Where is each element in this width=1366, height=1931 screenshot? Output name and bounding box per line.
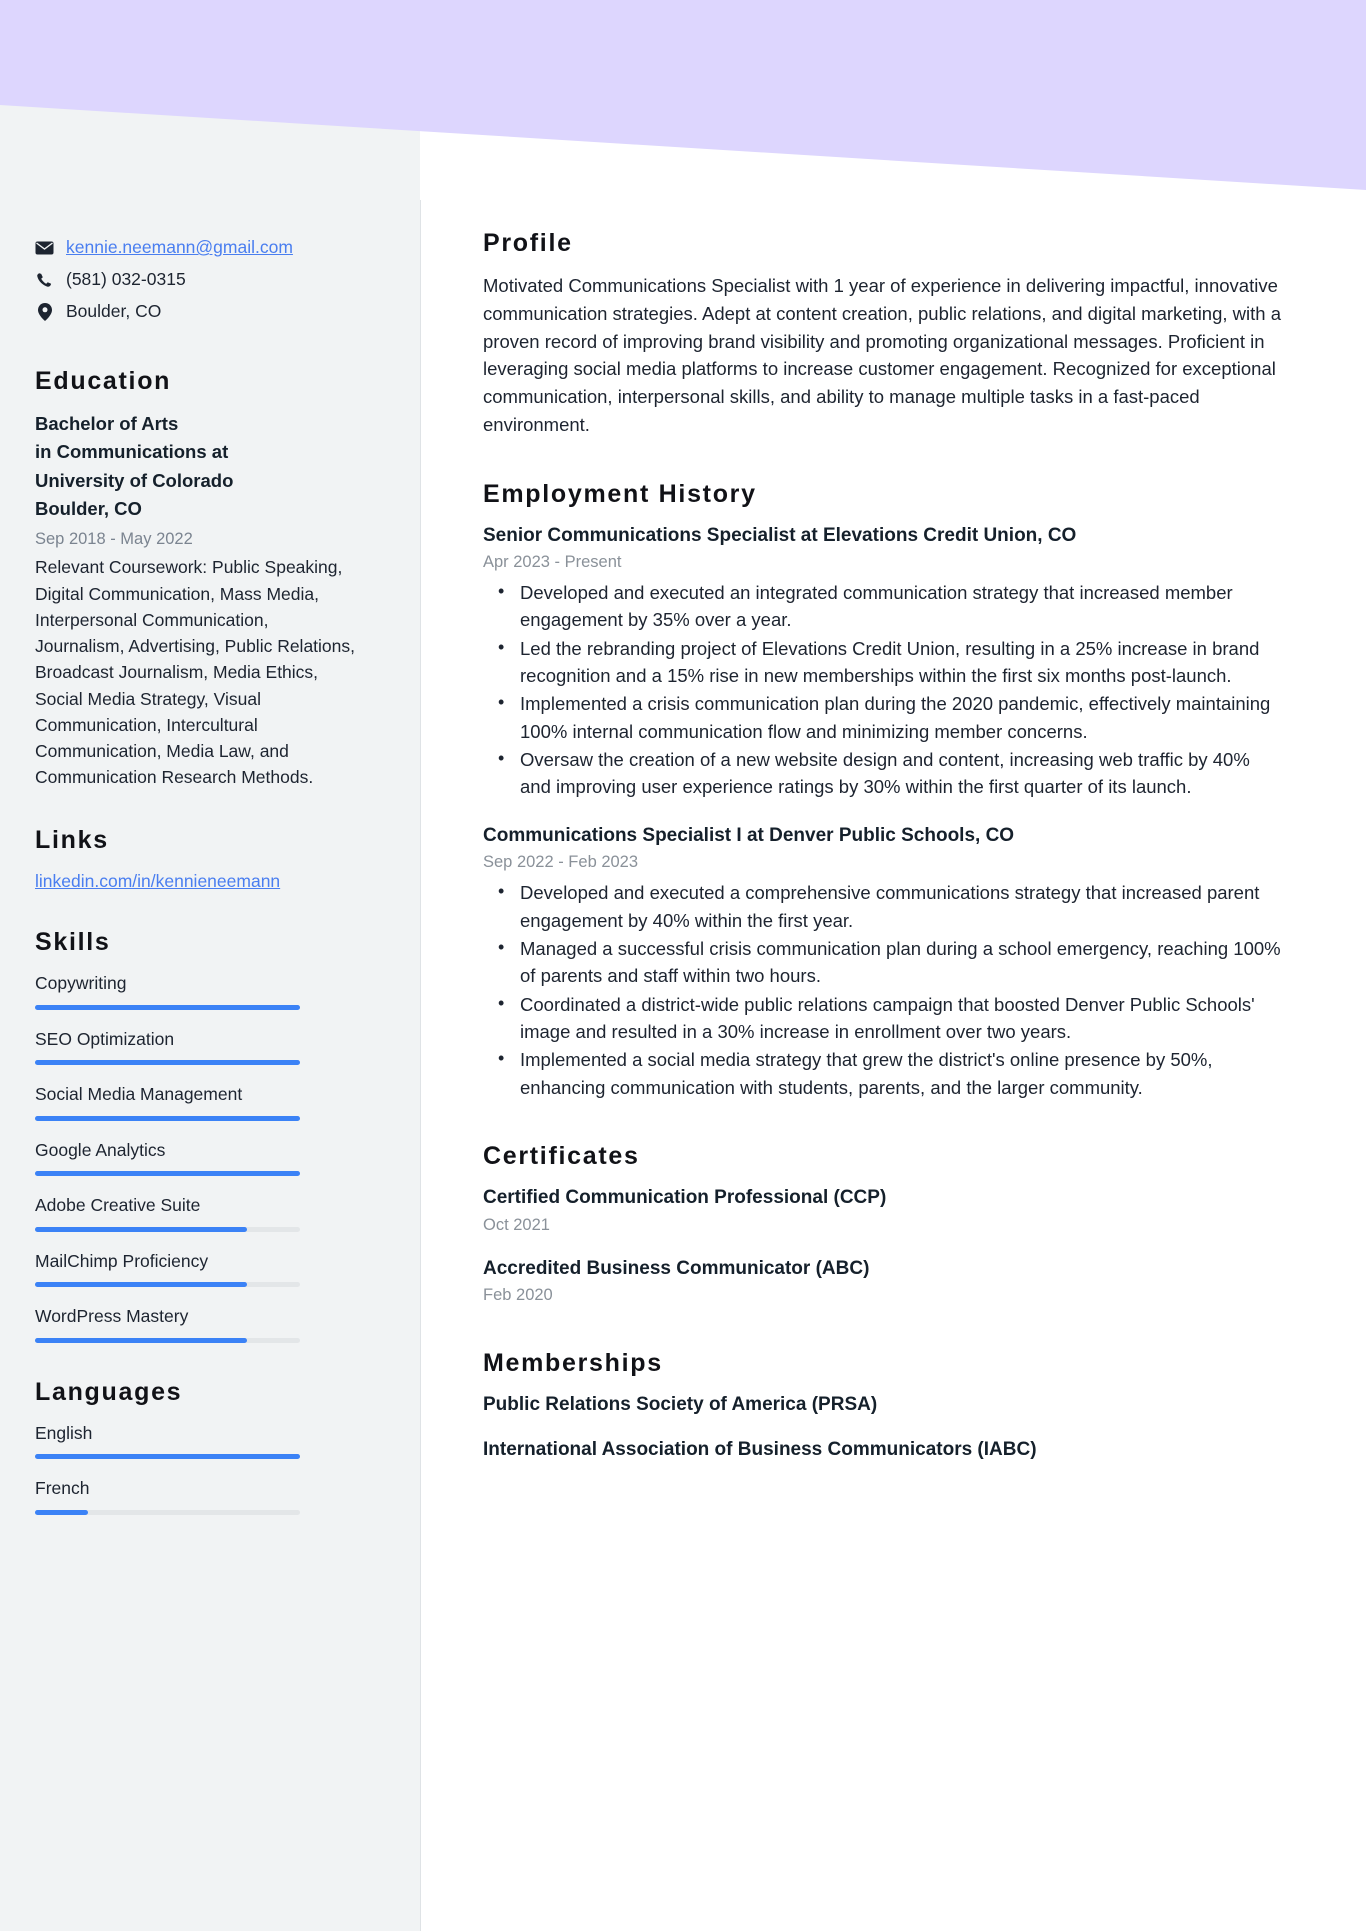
- job-entry: [483, 823, 1281, 1101]
- skill-row: [35, 1249, 360, 1288]
- skills-section: [35, 927, 360, 1343]
- skill-level-bar: [35, 1116, 300, 1121]
- job-bullet: • Oversaw the creation of a new website design and content, increasing web traffic by 40% and improving user experience ratings by 30% within the first quarter of its launch.: [518, 746, 1281, 801]
- memberships-section: [483, 1348, 1281, 1464]
- skill-row: [35, 971, 360, 1010]
- skill-row: [35, 1476, 360, 1515]
- membership-item: Public Relations Society of America (PRSA): [483, 1393, 878, 1415]
- skill-level-fill: [35, 1116, 300, 1121]
- skill-level-fill: [35, 1454, 300, 1459]
- job-bullet: • Implemented a social media strategy that grew the district's online presence by 50%, enhancing communication with students, parents, and the larger community.: [518, 1046, 1281, 1101]
- employment-section: [483, 479, 1281, 1102]
- job-date: Sep 2022 - Feb 2023: [483, 853, 639, 872]
- employment-list: [483, 523, 1281, 1102]
- skill-level-fill: [35, 1060, 300, 1065]
- main-column: [420, 0, 1366, 1504]
- links-section: [35, 825, 360, 894]
- skill-label: French: [35, 1478, 90, 1499]
- skill-level-fill: [35, 1227, 247, 1232]
- email-link[interactable]: kennie.neemann@gmail.com: [66, 237, 293, 258]
- profile-heading: Profile: [483, 229, 573, 257]
- profile-text: Motivated Communications Specialist with 1 year of experience in delivering impactful, innovative communication strategies. Adept at content creation, public relations, and digital marketing, with a proven record of improving brand visibility and promoting organizational messages. Proficient in leveraging social media platforms to increase customer engagement. Recognized for exceptional communication, interpersonal skills, and ability to manage multiple tasks in a fast-paced environment.: [483, 275, 1281, 435]
- linkedin-link[interactable]: linkedin.com/in/kennieneemann: [35, 870, 281, 891]
- skill-row: [35, 1027, 360, 1066]
- links-heading: Links: [35, 825, 109, 854]
- location-pin-icon: [35, 303, 54, 321]
- job-bullet-list: [483, 579, 1281, 801]
- skill-level-bar: [35, 1338, 300, 1343]
- memberships-heading: Memberships: [483, 1348, 663, 1377]
- membership-item: International Association of Business Communicators (IABC): [483, 1439, 1037, 1461]
- certificates-list: [483, 1185, 1281, 1308]
- skill-level-fill: [35, 1282, 247, 1287]
- skill-level-bar: [35, 1227, 300, 1232]
- skill-label: MailChimp Proficiency: [35, 1250, 209, 1271]
- contact-row-phone: [35, 268, 360, 292]
- skill-level-bar: [35, 1454, 300, 1459]
- certificate-title: Accredited Business Communicator (ABC): [483, 1257, 870, 1279]
- job-entry: [483, 523, 1281, 801]
- profile-section: [483, 228, 1281, 439]
- job-bullet-list: [483, 879, 1281, 1101]
- skill-label: SEO Optimization: [35, 1028, 175, 1049]
- certificate-date: Feb 2020: [483, 1286, 553, 1305]
- job-title: Communications Specialist I at Denver Public Schools, CO: [483, 824, 1015, 846]
- job-bullet: • Led the rebranding project of Elevations Credit Union, resulting in a 25% increase in brand recognition and a 15% rise in new memberships within the first six months post-launch.: [518, 635, 1281, 690]
- phone-number: (581) 032-0315: [66, 269, 186, 290]
- skill-row: [35, 1421, 360, 1460]
- sidebar: [0, 0, 420, 1549]
- skill-label: English: [35, 1422, 93, 1443]
- skill-label: Adobe Creative Suite: [35, 1195, 201, 1216]
- phone-icon: [35, 272, 54, 289]
- languages-section: [35, 1377, 360, 1515]
- skill-level-fill: [35, 1171, 300, 1176]
- languages-list: [35, 1421, 360, 1515]
- skill-row: [35, 1193, 360, 1232]
- skill-level-fill: [35, 1338, 247, 1343]
- education-section: [35, 366, 360, 791]
- education-date: Sep 2018 - May 2022: [35, 529, 193, 548]
- skill-label: Social Media Management: [35, 1084, 243, 1105]
- job-bullet: • Developed and executed an integrated communication strategy that increased member engagement by 35% over a year.: [518, 579, 1281, 634]
- job-date: Apr 2023 - Present: [483, 553, 622, 572]
- location-text: Boulder, CO: [66, 301, 162, 322]
- skill-label: WordPress Mastery: [35, 1306, 189, 1327]
- skill-row: [35, 1138, 360, 1177]
- skill-row: [35, 1082, 360, 1121]
- contact-list: [35, 236, 360, 324]
- email-icon: [35, 241, 54, 255]
- languages-heading: Languages: [35, 1377, 183, 1406]
- skill-level-fill: [35, 1510, 88, 1515]
- certificate-entry: [483, 1185, 1281, 1237]
- skill-level-fill: [35, 1005, 300, 1010]
- skill-level-bar: [35, 1005, 300, 1010]
- skill-level-bar: [35, 1282, 300, 1287]
- job-bullet: • Coordinated a district-wide public relations campaign that boosted Denver Public Schools' image and resulted in a 30% increase in enrollment over two years.: [518, 991, 1281, 1046]
- skill-level-bar: [35, 1060, 300, 1065]
- skill-row: [35, 1304, 360, 1343]
- job-bullet: • Implemented a crisis communication plan during the 2020 pandemic, effectively maintaining 100% internal communication flow and minimizing member concerns.: [518, 690, 1281, 745]
- certificate-date: Oct 2021: [483, 1215, 550, 1234]
- certificate-entry: [483, 1256, 1281, 1308]
- skill-label: Copywriting: [35, 973, 127, 994]
- skills-heading: Skills: [35, 928, 111, 957]
- education-degree: Bachelor of Arts in Communications at University of Colorado Boulder, CO: [35, 413, 234, 520]
- contact-row-location: [35, 300, 360, 324]
- education-heading: Education: [35, 367, 172, 395]
- memberships-list: [483, 1392, 1281, 1464]
- skill-level-bar: [35, 1510, 300, 1515]
- skill-level-bar: [35, 1171, 300, 1176]
- education-description: Relevant Coursework: Public Speaking, Digital Communication, Mass Media, Interpersonal Communication, Journalism, Advertising, Public Relations, Broadcast Journalism, Media Ethics, Social Media Strategy, Visual Communication, Intercultural Communication, Media Law, and Communication Research Methods.: [35, 557, 356, 788]
- certificates-section: [483, 1141, 1281, 1308]
- job-title: Senior Communications Specialist at Elevations Credit Union, CO: [483, 524, 1077, 546]
- contact-row-email[interactable]: [35, 236, 360, 260]
- skill-label: Google Analytics: [35, 1139, 166, 1160]
- certificates-heading: Certificates: [483, 1142, 640, 1171]
- job-bullet: • Developed and executed a comprehensive communications strategy that increased parent engagement by 40% within the first year.: [518, 879, 1281, 934]
- job-bullet: • Managed a successful crisis communication plan during a school emergency, reaching 100% of parents and staff within two hours.: [518, 935, 1281, 990]
- employment-heading: Employment History: [483, 479, 757, 508]
- skills-list: [35, 971, 360, 1343]
- certificate-title: Certified Communication Professional (CCP): [483, 1187, 887, 1209]
